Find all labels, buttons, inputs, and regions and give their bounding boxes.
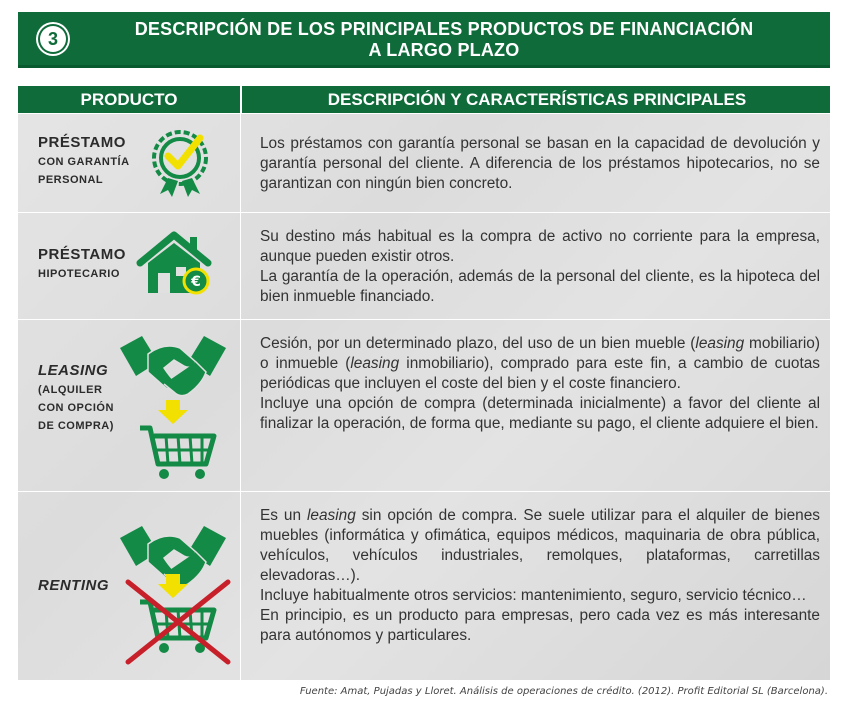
title-line-1: DESCRIPCIÓN DE LOS PRINCIPALES PRODUCTOS DE FINANCIACIÓN [134,19,754,39]
product-line: (ALQUILER [38,384,103,396]
description-cell [260,334,820,434]
table-row-leasing [18,319,830,492]
description-paragraph: Incluye una opción de compra (determinada inicialmente) a favor del cliente al finalizar la operación, de forma que, mediante su pago, el cliente adquiere el bien. [260,395,820,432]
product-cell [18,213,241,320]
product-name [38,134,130,189]
product-name [38,577,109,596]
header-description: DESCRIPCIÓN Y CARACTERÍSTICAS PRINCIPALES [240,86,832,113]
product-line: CON OPCIÓN [38,402,114,414]
product-line: HIPOTECARIO [38,268,120,280]
leasing-term: leasing [350,355,400,372]
product-cell [18,320,241,492]
page-title [78,19,810,61]
product-name [38,362,114,435]
description-paragraph: Cesión, por un determinado plazo, del uso de un bien mueble (leasing mobiliario) o inmueble (leasing inmobiliario), comprado para este fin, a cambio de cuotas periódicas que incluyen el coste del bien y el coste financiero. [260,335,820,392]
source-note: Fuente: Amat, Pujadas y Lloret. Análisis de operaciones de crédito. (2012). Profit Editorial SL (Barcelona). [299,686,828,697]
table-row-prestamo-hipotecario [18,212,830,320]
handshake-cart-icon [118,332,228,480]
description-paragraph: En principio, es un producto para empresas, pero cada vez es más interesante para autónomos y particulares. [260,607,820,644]
header-product: PRODUCTO [80,90,178,109]
title-bar [18,12,830,68]
product-cell [18,114,241,213]
description-cell [260,227,820,307]
product-line: LEASING [38,362,109,379]
table-row-renting [18,491,830,681]
guarantee-badge-icon [148,128,212,198]
table-header [18,86,830,113]
description-paragraph: Los préstamos con garantía personal se basan en la capacidad de devolución y garantía personal del cliente. A diferencia de los préstamos hipotecarios, no se garantizan con ningún bien concreto. [260,135,820,192]
product-cell [18,492,241,681]
title-line-2: A LARGO PLAZO [368,40,520,60]
product-name [38,246,126,283]
description-cell [260,506,820,646]
description-paragraph: Incluye habitualmente otros servicios: mantenimiento, seguro, servicio técnico… [260,587,807,604]
house-euro-icon [136,231,216,297]
product-line: RENTING [38,577,109,594]
handshake-cart-crossed-icon [114,522,232,672]
product-line: PERSONAL [38,174,104,186]
products-table [18,86,830,680]
section-number-badge: 3 [40,26,66,52]
description-paragraph: La garantía de la operación, además de la personal del cliente, es la hipoteca del bien inmueble financiado. [260,268,820,305]
product-line: PRÉSTAMO [38,246,126,263]
svg-text:€: € [191,274,201,290]
description-paragraph: Su destino más habitual es la compra de activo no corriente para la empresa, aunque pueden existir otros. [260,228,820,265]
description-cell [260,134,820,194]
leasing-term: leasing [695,335,745,352]
description-paragraph: Es un leasing sin opción de compra. Se suele utilizar para el alquiler de bienes muebles (informática y ofimática, equipos médicos, maquinaria de obra pública, vehículos, vehículos industriales, remolques, plataformas, carretillas elevadoras…). [260,507,820,584]
product-line: DE COMPRA) [38,420,114,432]
product-line: CON GARANTÍA [38,156,130,168]
product-line: PRÉSTAMO [38,134,126,151]
table-row-prestamo-personal [18,113,830,213]
leasing-term: leasing [307,507,356,524]
